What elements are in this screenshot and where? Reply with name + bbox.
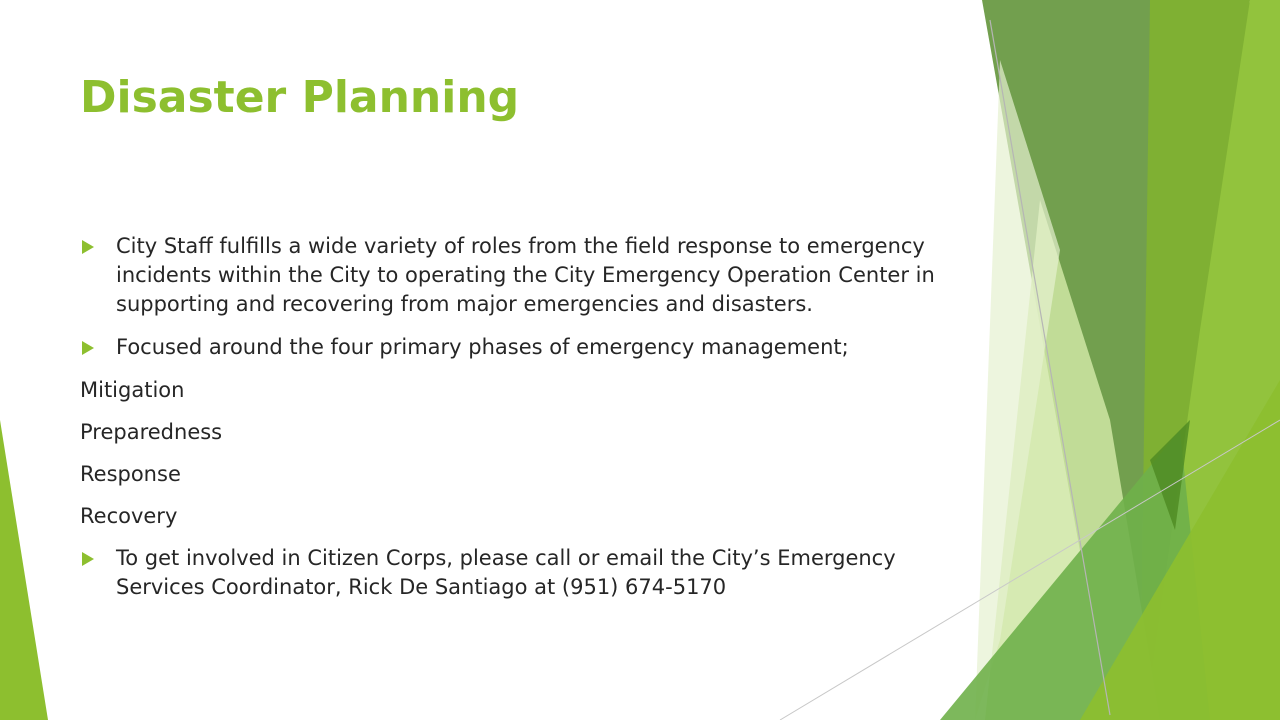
bullet-item bbox=[80, 232, 970, 319]
phase-item-mitigation: Mitigation bbox=[80, 378, 185, 402]
triangle-right-icon bbox=[82, 552, 94, 566]
left-green-sliver bbox=[0, 420, 48, 720]
bullet-text: Focused around the four primary phases of emergency management; bbox=[116, 335, 849, 359]
bullet-item bbox=[80, 333, 970, 362]
phase-item-preparedness: Preparedness bbox=[80, 420, 223, 444]
phase-item-response: Response bbox=[80, 462, 181, 486]
slide-title: Disaster Planning bbox=[80, 72, 520, 123]
bullet-text: To get involved in Citizen Corps, please call or email the City’s Emergency Services Coordinator, Rick De Santiago at (951) 674-5170 bbox=[116, 546, 896, 599]
bullet-text: City Staff fulfills a wide variety of roles from the field response to emergency incidents within the City to operating the City Emergency Operation Center in supporting and recovering from major emergencies and disasters. bbox=[116, 234, 935, 316]
triangle-right-icon bbox=[82, 240, 94, 254]
phase-item-recovery: Recovery bbox=[80, 504, 178, 528]
triangle-right-icon bbox=[82, 341, 94, 355]
slide-body bbox=[80, 232, 970, 616]
bullet-item bbox=[80, 544, 970, 602]
